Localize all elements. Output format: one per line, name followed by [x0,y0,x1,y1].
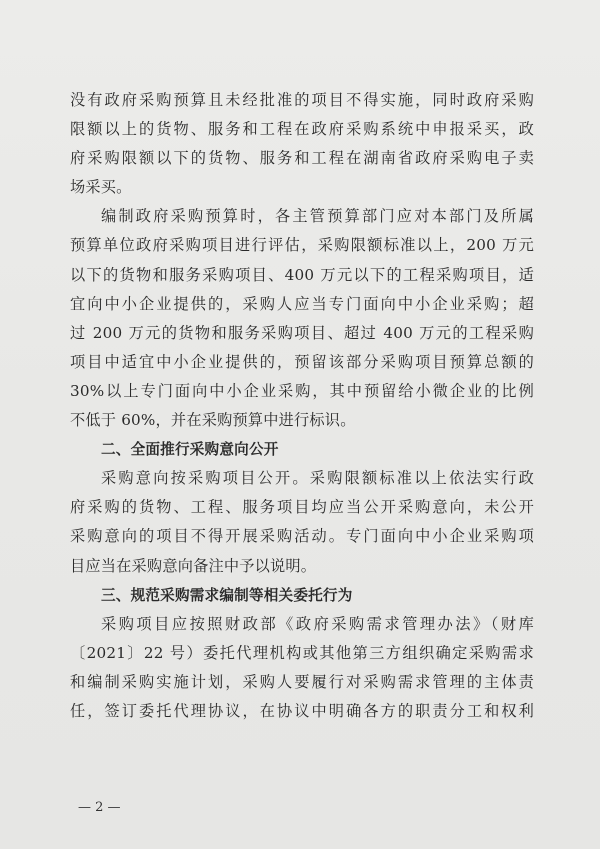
text-line: 府采购限额以下的货物、服务和工程在湖南省政府采购电子卖 [70,149,534,168]
text-line: 30%以上专门面向中小企业采购，其中预留给小微企业的比例 [70,381,534,400]
text-line: 编制政府采购预算时，各主管预算部门应对本部门及所属 [101,207,534,226]
text-line: 采购意向的项目不得开展采购活动。专门面向中小企业采购项 [70,527,534,546]
text-line: 宜向中小企业提供的，采购人应当专门面向中小企业采购；超 [70,294,534,313]
text-line: 没有政府采购预算且未经批准的项目不得实施，同时政府采购 [70,91,534,109]
text-line: 和编制采购实施计划，采购人要履行对采购需求管理的主体责 [70,672,534,691]
section-heading: 三、规范采购需求编制等相关委托行为 [101,586,353,604]
text-line: 采购项目应按照财政部《政府采购需求管理办法》（财库 [101,614,534,633]
text-line: 任，签订委托代理协议，在协议中明确各方的职责分工和权利 [70,701,534,720]
body-text [70,86,534,726]
text-line: 项目中适宜中小企业提供的，预留该部分采购项目预算总额的 [70,352,534,371]
text-line: 预算单位政府采购项目进行评估，采购限额标准以上，200 万元 [70,236,534,255]
section-heading: 二、全面推行采购意向公开 [101,441,279,459]
text-line: 目应当在采购意向备注中予以说明。 [70,556,317,575]
text-line: 限额以上的货物、服务和工程在政府采购系统中申报采买，政 [70,120,534,139]
text-line: 〔2021〕22 号）委托代理机构或其他第三方组织确定采购需求 [70,643,534,662]
text-line: 采购意向按采购项目公开。采购限额标准以上依法实行政 [101,469,534,488]
text-line: 以下的货物和服务采购项目、400 万元以下的工程采购项目，适 [70,265,534,284]
text-line: 场采买。 [70,178,132,197]
page-number: — 2 — [78,800,121,815]
text-line: 过 200 万元的货物和服务采购项目、超过 400 万元的工程采购 [70,323,534,342]
text-line: 不低于 60%，并在采购预算中进行标识。 [70,411,356,430]
text-line: 府采购的货物、工程、服务项目均应当公开采购意向，未公开 [70,498,534,517]
